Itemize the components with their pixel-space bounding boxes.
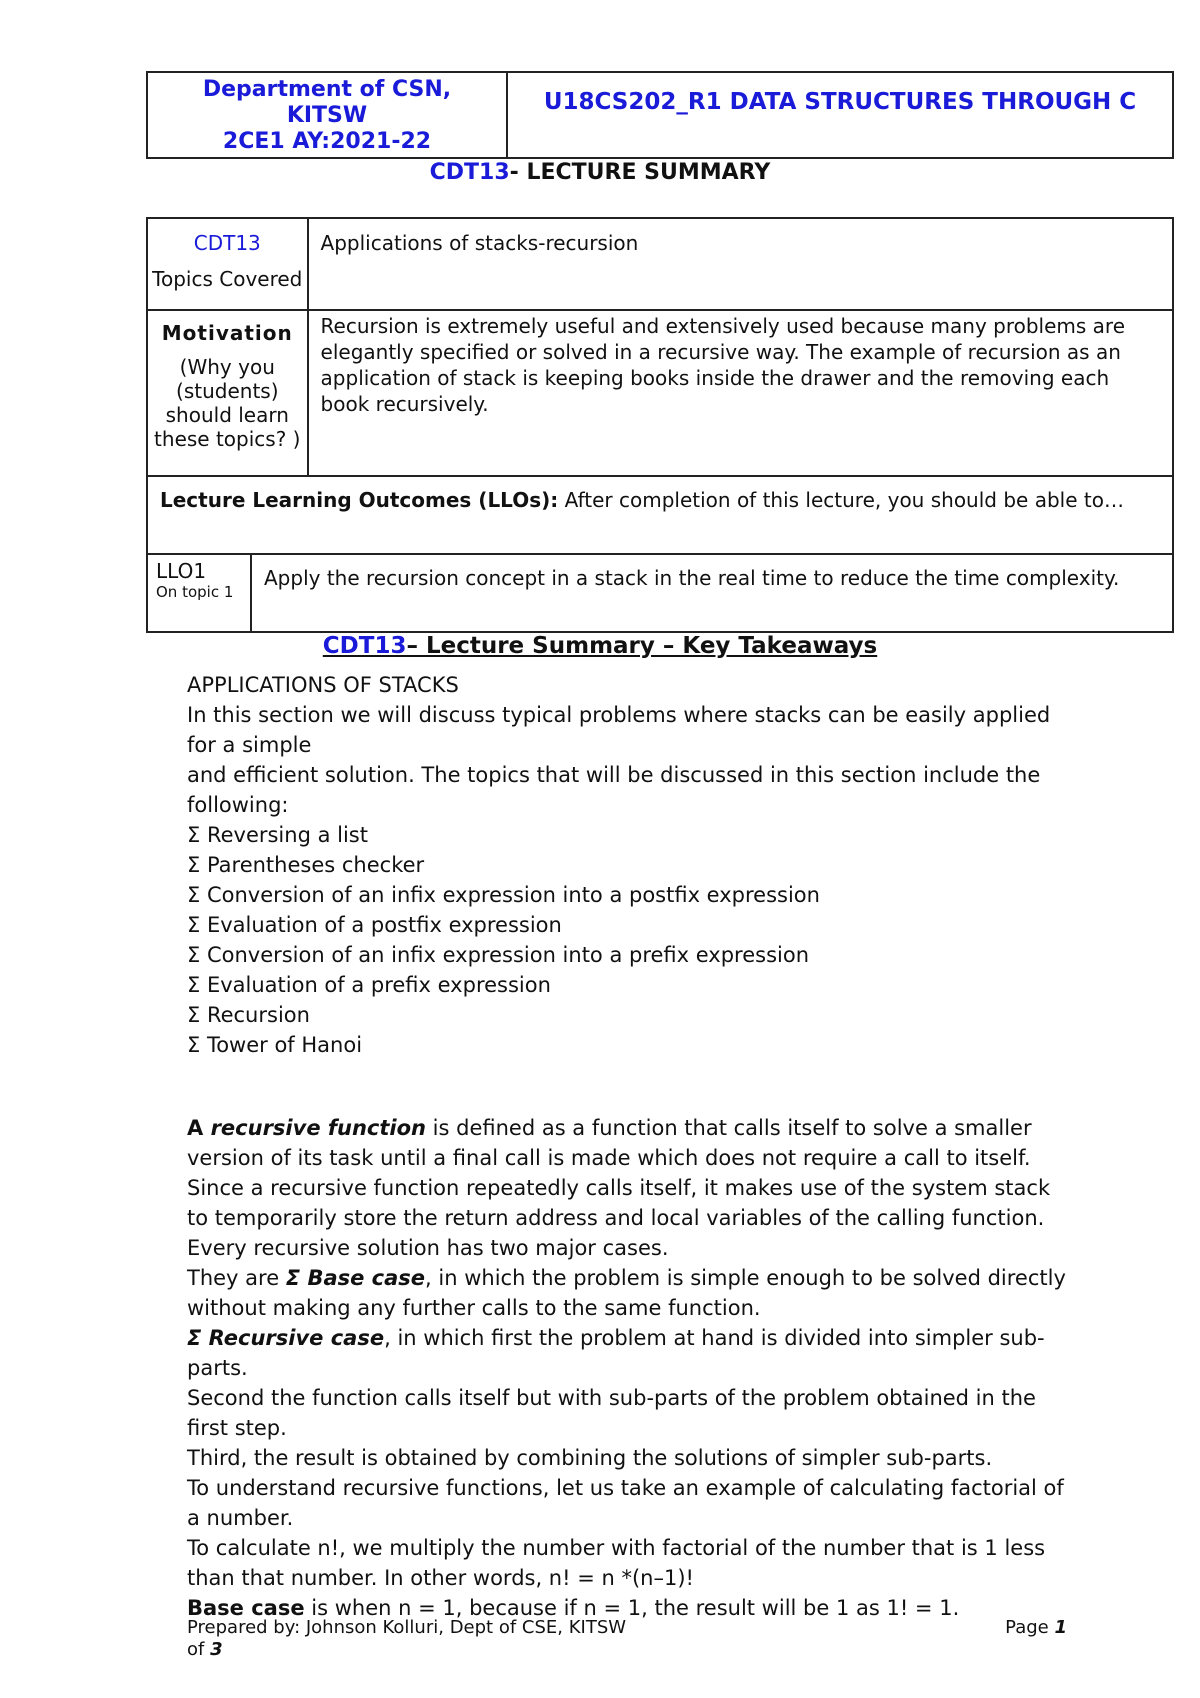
list-item: Σ Recursion bbox=[187, 1003, 310, 1027]
page-total-line bbox=[187, 1639, 1067, 1661]
llo1-topic: On topic 1 bbox=[156, 583, 234, 601]
llo1-code-cell bbox=[147, 554, 251, 632]
department-cell bbox=[148, 73, 508, 157]
llo-heading-cell bbox=[147, 476, 1173, 554]
base-case-label: Base case bbox=[187, 1596, 305, 1620]
p3-text: , in which first the problem at hand is divided into simpler sub-parts. bbox=[187, 1326, 1045, 1380]
prepared-by: Prepared by: Johnson Kolluri, Dept of CSE, KITSW bbox=[187, 1617, 627, 1638]
third-step-paragraph: Third, the result is obtained by combining the solutions of simpler sub-parts. bbox=[187, 1446, 993, 1470]
intro-paragraph-1: In this section we will discuss typical problems where stacks can be easily applied for a simple bbox=[187, 703, 1051, 757]
factorial-intro-paragraph: To understand recursive functions, let us take an example of calculating factorial of a number. bbox=[187, 1476, 1064, 1530]
summary-table bbox=[146, 217, 1174, 633]
p8-text: is when n = 1, because if n = 1, the result will be 1 as 1! = 1. bbox=[304, 1596, 960, 1620]
p1-text: is defined as a function that calls itself to solve a smaller version of its task until a final call is made which does not require a call to itself. Since a recursive function repeatedly calls itself, it makes use of the system stack to temporarily store the return address and local variables of the calling function. Every recursive solution has two major cases. bbox=[187, 1116, 1051, 1260]
list-item: Σ Tower of Hanoi bbox=[187, 1033, 363, 1057]
list-item: Σ Conversion of an infix expression into a prefix expression bbox=[187, 943, 810, 967]
list-item: Σ Evaluation of a postfix expression bbox=[187, 913, 562, 937]
recursive-function-paragraph bbox=[187, 1113, 1067, 1263]
dept-line-2: KITSW bbox=[286, 103, 368, 128]
page-footer bbox=[187, 1617, 1067, 1661]
page-current: 1 bbox=[1054, 1617, 1067, 1638]
list-item: Σ Reversing a list bbox=[187, 823, 368, 847]
llo1-value: Apply the recursion concept in a stack in the real time to reduce the time complexity. bbox=[251, 554, 1173, 632]
takeaways-underline bbox=[323, 633, 877, 659]
dept-line-1: Department of CSN, bbox=[202, 77, 452, 102]
second-step-paragraph: Second the function calls itself but with sub-parts of the problem obtained in the first step. bbox=[187, 1386, 1036, 1440]
list-item: Σ Evaluation of a prefix expression bbox=[187, 973, 551, 997]
page-label: Page bbox=[1005, 1617, 1055, 1638]
p1-lead: A bbox=[187, 1116, 211, 1140]
content-body bbox=[187, 670, 1067, 1623]
course-cell bbox=[508, 73, 1172, 157]
dept-line-3: 2CE1 AY:2021-22 bbox=[222, 129, 432, 154]
spacer bbox=[187, 1060, 1067, 1113]
header-box bbox=[146, 71, 1174, 159]
page-number bbox=[1005, 1617, 1067, 1639]
page-total: 3 bbox=[210, 1639, 223, 1660]
course-title: U18CS202_R1 DATA STRUCTURES THROUGH C bbox=[543, 89, 1137, 115]
section-heading: APPLICATIONS OF STACKS bbox=[187, 673, 459, 697]
lecture-summary-title bbox=[0, 160, 1200, 185]
motivation-value: Recursion is extremely useful and extensively used because many problems are elegantly specified or solved in a recursive way. The example of recursion as an application of stack is keeping books inside the drawer and the removing each book recursively. bbox=[308, 310, 1173, 476]
llo-intro: After completion of this lecture, you should be able to… bbox=[558, 488, 1124, 512]
p2-text: , in which the problem is simple enough to be solved directly without making any further calls to the same function. bbox=[187, 1266, 1066, 1320]
topics-code: CDT13 bbox=[193, 231, 261, 255]
llo1-code: LLO1 bbox=[156, 559, 207, 583]
recursive-case-term: Σ Recursive case bbox=[187, 1326, 385, 1350]
list-item: Σ Conversion of an infix expression into a postfix expression bbox=[187, 883, 820, 907]
summary-title-rest: - LECTURE SUMMARY bbox=[509, 160, 771, 185]
intro-paragraph-2: and efficient solution. The topics that will be discussed in this section include the following: bbox=[187, 763, 1041, 817]
takeaways-code: CDT13 bbox=[322, 633, 407, 659]
recursive-function-term: recursive function bbox=[210, 1116, 426, 1140]
base-case-paragraph bbox=[187, 1263, 1067, 1323]
motivation-label-cell bbox=[147, 310, 308, 476]
takeaways-title-rest: – Lecture Summary – Key Takeaways bbox=[406, 633, 878, 659]
factorial-formula-paragraph: To calculate n!, we multiply the number with factorial of the number that is 1 less than that number. In other words, n! = n *(n–1)! bbox=[187, 1536, 1046, 1590]
motivation-label: Motivation bbox=[161, 321, 293, 345]
llo-label: Lecture Learning Outcomes (LLOs): bbox=[160, 488, 559, 512]
p2-lead: They are bbox=[187, 1266, 286, 1290]
summary-code: CDT13 bbox=[429, 160, 510, 185]
topics-value: Applications of stacks-recursion bbox=[308, 218, 1173, 310]
base-case-term: Σ Base case bbox=[285, 1266, 426, 1290]
motivation-sub: (Why you (students) should learn these topics? ) bbox=[154, 355, 301, 451]
topics-label: Topics Covered bbox=[152, 267, 303, 291]
recursive-case-paragraph bbox=[187, 1323, 1067, 1383]
list-item: Σ Parentheses checker bbox=[187, 853, 425, 877]
topics-label-cell bbox=[147, 218, 308, 310]
key-takeaways-title bbox=[0, 633, 1200, 659]
of-label: of bbox=[187, 1639, 211, 1660]
